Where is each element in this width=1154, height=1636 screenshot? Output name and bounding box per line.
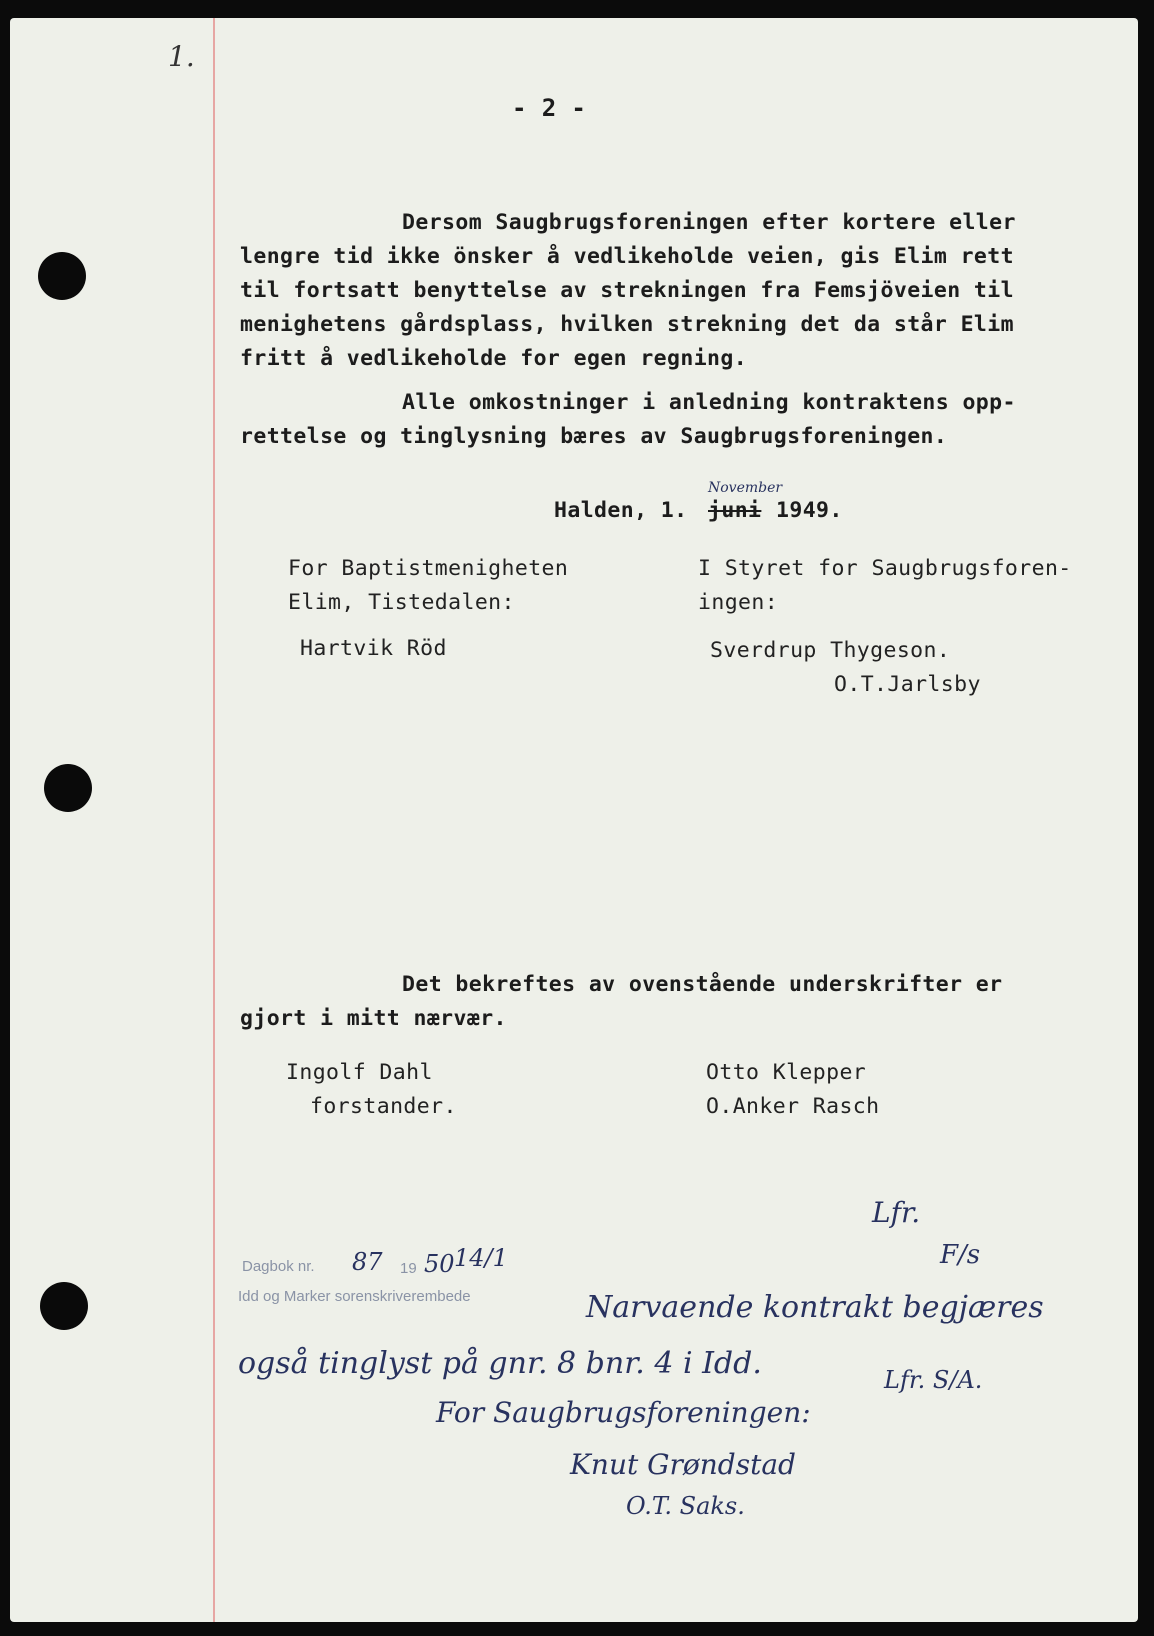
handwritten-line2: også tinglyst på gnr. 8 bnr. 4 i Idd. xyxy=(238,1346,762,1381)
stamp-office: Idd og Marker sorenskriverembede xyxy=(238,1288,471,1305)
witness-right-name1: Otto Klepper xyxy=(706,1060,867,1085)
right-party-line2: ingen: xyxy=(698,590,779,615)
date-correction: November xyxy=(708,480,783,496)
right-party-signer2: O.T.Jarlsby xyxy=(834,672,981,697)
witness-left-name: Ingolf Dahl xyxy=(286,1060,433,1085)
punch-hole-bottom xyxy=(40,1282,88,1330)
paragraph1-line1: Dersom Saugbrugsforeningen efter kortere eller xyxy=(402,210,1016,235)
handwritten-mark-sa: Lfr. S/A. xyxy=(884,1366,983,1394)
date-year: 1949. xyxy=(776,498,843,523)
punch-hole-top xyxy=(38,252,86,300)
margin-note: 1. xyxy=(168,40,195,73)
paragraph1-line4: menighetens gårdsplass, hvilken strekning det da står Elim xyxy=(240,312,1014,337)
paragraph1-line2: lengre tid ikke önsker å vedlikeholde veien, gis Elim rett xyxy=(240,244,1014,269)
stamp-year-prefix: 19 xyxy=(400,1260,417,1277)
stamp-date: 14/1 xyxy=(454,1244,508,1272)
witness-left-title: forstander. xyxy=(310,1094,457,1119)
punch-hole-middle xyxy=(44,764,92,812)
stamp-dagbok-label: Dagbok nr. xyxy=(242,1258,315,1275)
witness-right-name2: O.Anker Rasch xyxy=(706,1094,880,1119)
paragraph1-line5: fritt å vedlikeholde for egen regning. xyxy=(240,346,748,371)
date-struck-month: juni xyxy=(708,498,762,523)
paragraph2-line1: Alle omkostninger i anledning kontraktens opp- xyxy=(402,390,1016,415)
page-number: - 2 - xyxy=(512,94,587,122)
handwritten-mark-top: Lfr. xyxy=(872,1196,921,1229)
right-party-line1: I Styret for Saugbrugsforen- xyxy=(698,556,1072,581)
right-party-signer1: Sverdrup Thygeson. xyxy=(710,638,951,663)
paragraph2-line2: rettelse og tinglysning bæres av Saugbrugsforeningen. xyxy=(240,424,948,449)
witness-line2: gjort i mitt nærvær. xyxy=(240,1006,507,1031)
stamp-dagbok-number: 87 xyxy=(352,1248,383,1276)
handwritten-line3: For Saugbrugsforeningen: xyxy=(436,1396,811,1429)
paragraph1-line3: til fortsatt benyttelse av strekningen fra Femsjöveien til xyxy=(240,278,1014,303)
handwritten-line1: Narvaende kontrakt begjæres xyxy=(586,1290,1044,1325)
left-party-line2: Elim, Tistedalen: xyxy=(288,590,515,615)
date-prefix: Halden, 1. xyxy=(554,498,688,523)
margin-line xyxy=(213,18,215,1622)
handwritten-line4: Knut Grøndstad xyxy=(570,1448,796,1481)
stamp-year: 50 xyxy=(424,1250,455,1278)
handwritten-line5: O.T. Saks. xyxy=(626,1492,745,1520)
handwritten-mark-fs: F/s xyxy=(940,1240,981,1270)
witness-line1: Det bekreftes av ovenstående underskrifter er xyxy=(402,972,1003,997)
left-party-line1: For Baptistmenigheten xyxy=(288,556,569,581)
left-party-signer: Hartvik Röd xyxy=(300,636,447,661)
